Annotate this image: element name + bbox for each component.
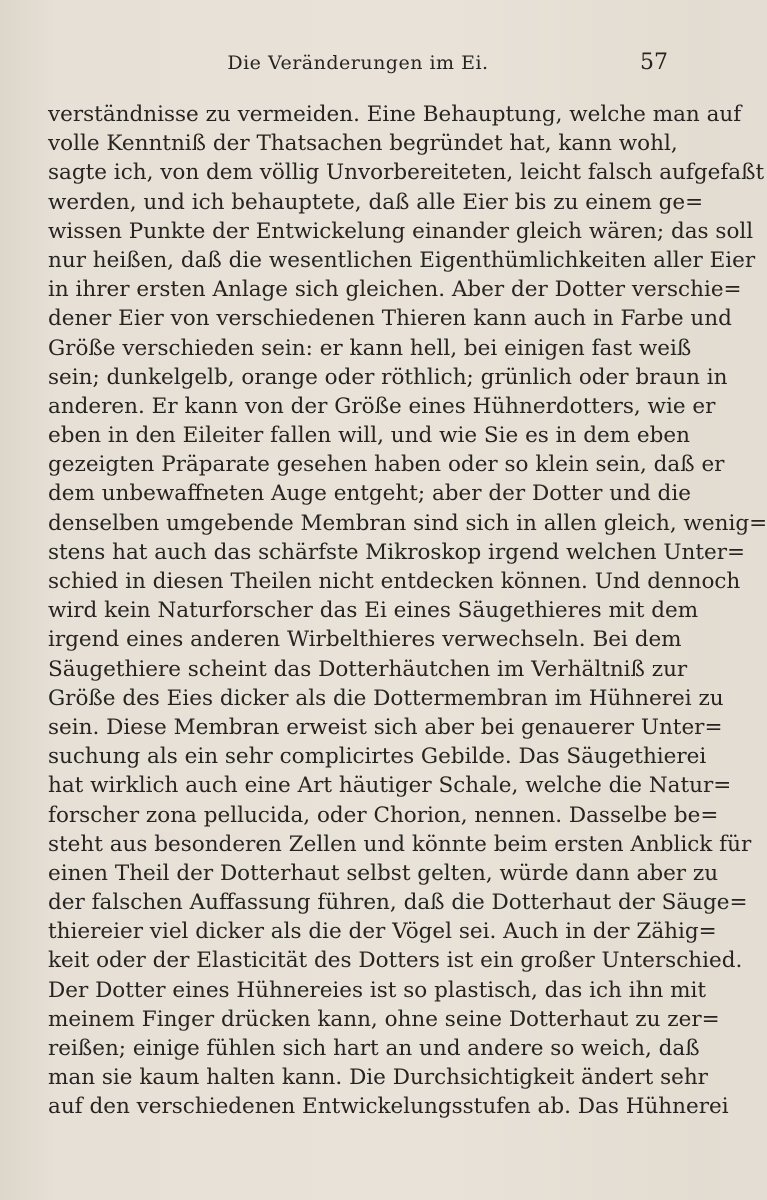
text-line: wird kein Naturforscher das Ei eines Säugethieres mit dem [48,598,699,624]
text-line: schied in diesen Theilen nicht entdecken können. Und dennoch [48,569,741,594]
text-line: steht aus besonderen Zellen und könnte beim ersten Anblick für [48,831,752,857]
text-line: Säugethiere scheint das Dotterhäutchen im Verhältniß zur [48,656,688,682]
text-line: Größe verschieden sein: er kann hell, bei einigen fast weiß [48,335,692,361]
text-line: Größe des Eies dicker als die Dottermembran im Hühnerei zu [48,685,724,711]
text-line: sagte ich, von dem völlig Unvorbereiteten, leicht falsch aufgefaßt [48,160,765,186]
text-line: irgend eines anderen Wirbelthieres verwechseln. Bei dem [48,627,682,653]
text-line: gezeigten Präparate gesehen haben oder so klein sein, daß er [48,452,725,478]
text-line: verständnisse zu vermeiden. Eine Behauptung, welche man auf [48,102,742,127]
text-line: in ihrer ersten Anlage sich gleichen. Aber der Dotter verschie= [48,277,742,303]
text-line: reißen; einige fühlen sich hart an und andere so weich, daß [48,1036,700,1061]
text-line: wissen Punkte der Entwickelung einander gleich wären; das soll [48,218,754,244]
text-line: volle Kenntniß der Thatsachen begründet hat, kann wohl, [48,131,678,157]
text-line: thiereier viel dicker als die der Vögel sei. Auch in der Zähig= [48,919,717,945]
text-line: eben in den Eileiter fallen will, und wie Sie es in dem eben [48,423,690,449]
text-line: nur heißen, daß die wesentlichen Eigenthümlichkeiten aller Eier [48,247,756,273]
text-line: hat wirklich auch eine Art häutiger Schale, welche die Natur= [48,773,732,799]
text-line: auf den verschiedenen Entwickelungsstufen ab. Das Hühnerei [48,1094,729,1120]
running-title: Die Veränderungen im Ei. [227,52,489,74]
text-line: forscher zona pellucida, oder Chorion, nennen. Dasselbe be= [48,802,719,828]
text-line: suchung als ein sehr complicirtes Gebilde. Das Säugethierei [48,744,707,770]
body-text [48,100,767,1122]
text-line: der falschen Auffassung führen, daß die Dotterhaut der Säuge= [48,890,748,916]
text-line: denselben umgebende Membran sind sich in allen gleich, wenig= [48,510,767,536]
text-line: sein. Diese Membran erweist sich aber bei genauerer Unter= [48,714,723,740]
text-line: man sie kaum halten kann. Die Durchsichtigkeit ändert sehr [48,1065,708,1091]
text-line: dem unbewaffneten Auge entgeht; aber der Dotter und die [48,481,691,507]
text-line: stens hat auch das schärfste Mikroskop irgend welchen Unter= [48,539,746,565]
text-line: keit oder der Elasticität des Dotters ist ein großer Unterschied. [48,948,743,974]
text-line: sein; dunkelgelb, orange oder röthlich; grünlich oder braun in [48,364,728,390]
text-line: anderen. Er kann von der Größe eines Hühnerdotters, wie er [48,393,716,419]
text-line: einen Theil der Dotterhaut selbst gelten, würde dann aber zu [48,860,719,886]
text-line: werden, und ich behauptete, daß alle Eier bis zu einem ge= [48,189,704,215]
text-line: meinem Finger drücken kann, ohne seine Dotterhaut zu zer= [48,1006,720,1032]
running-head [48,50,668,78]
page-number: 57 [640,50,668,75]
text-line: dener Eier von verschiedenen Thieren kann auch in Farbe und [48,306,732,332]
text-line: Der Dotter eines Hühnereies ist so plastisch, das ich ihn mit [48,977,707,1003]
